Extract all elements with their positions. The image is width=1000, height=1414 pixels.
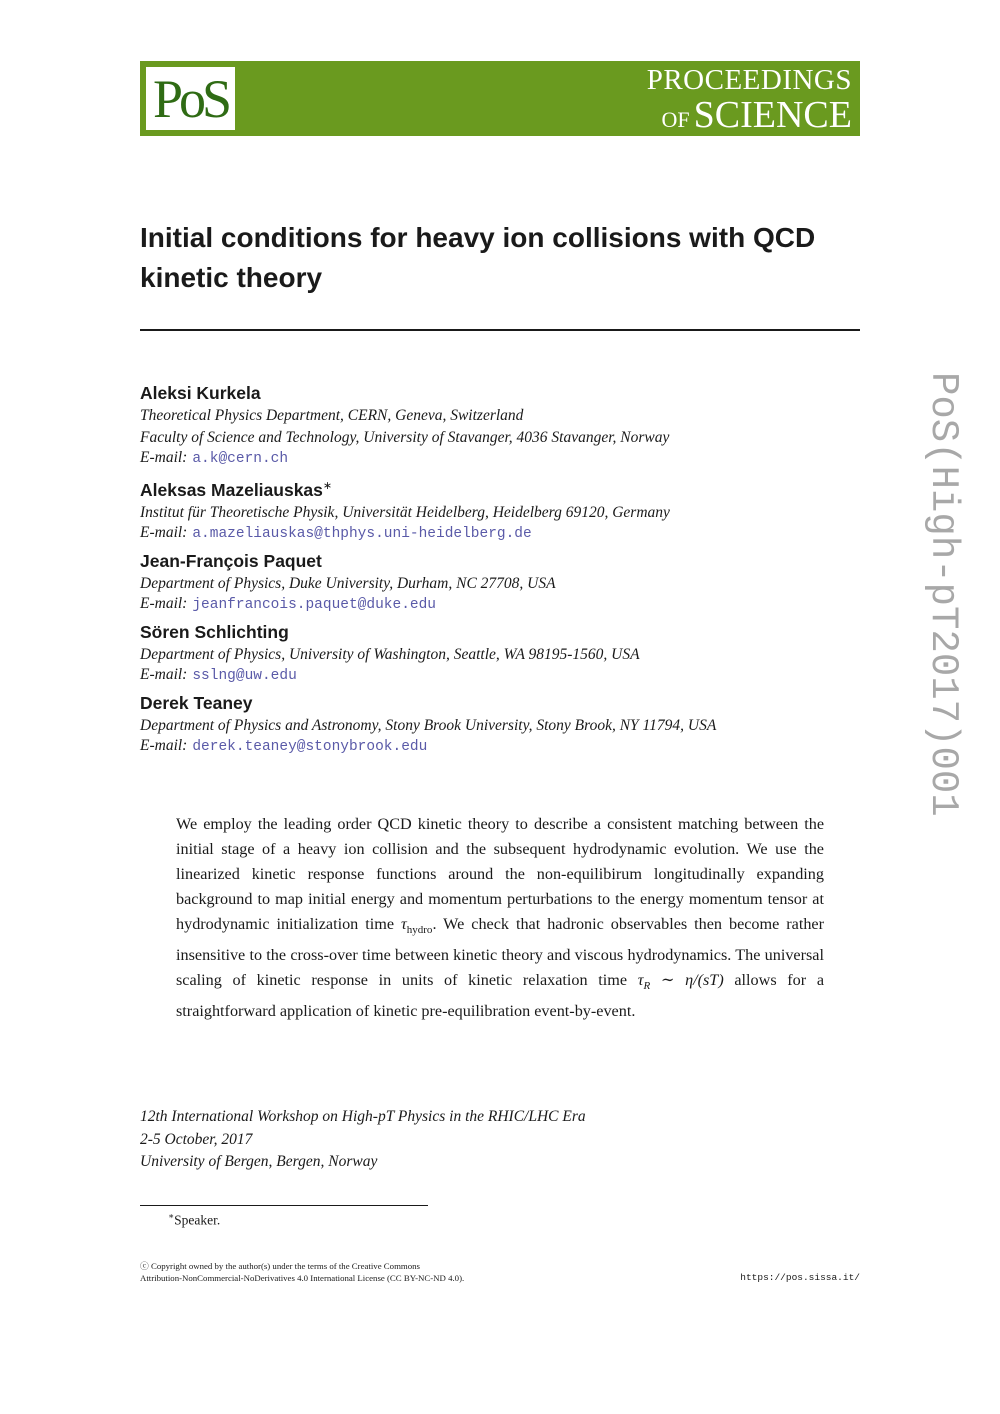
venue-location: University of Bergen, Bergen, Norway <box>140 1153 378 1170</box>
banner-line-science <box>647 96 852 139</box>
author-block <box>140 376 860 467</box>
pos-header-banner <box>140 61 860 136</box>
author-email-line <box>140 449 860 467</box>
author-email-line <box>140 595 860 613</box>
author-email-link[interactable]: jeanfrancois.paquet@duke.edu <box>192 596 436 613</box>
email-label: E-mail: <box>140 523 188 541</box>
author-block <box>140 549 860 613</box>
footnote-rule <box>140 1205 428 1206</box>
email-label: E-mail: <box>140 448 188 466</box>
author-affiliation: Department of Physics, University of Washington, Seattle, WA 98195-1560, USA <box>140 645 640 663</box>
banner-line-proceedings: PROCEEDINGS <box>646 64 852 96</box>
author-list <box>140 376 860 762</box>
author-email-link[interactable]: derek.teaney@stonybrook.edu <box>192 738 428 755</box>
author-name: Jean-François Paquet <box>140 550 322 571</box>
copyright-notice: ⓒ Copyright owned by the author(s) under the terms of the Creative Commons Attribution-NonCommercial-NoDerivatives 4.0 International License (CC BY-NC-ND 4.0). <box>140 1261 465 1283</box>
author-block <box>140 620 860 684</box>
speaker-marker: ∗ <box>322 479 333 492</box>
author-email-line <box>140 737 860 755</box>
author-affiliation: Theoretical Physics Department, CERN, Geneva, Switzerland <box>140 406 524 424</box>
author-affiliation: Institut für Theoretische Physik, Universität Heidelberg, Heidelberg 69120, Germany <box>140 503 670 521</box>
speaker-footnote: ∗Speaker. <box>168 1211 221 1228</box>
author-email-link[interactable]: a.k@cern.ch <box>192 450 289 467</box>
author-email-line <box>140 666 860 684</box>
pos-logo <box>146 67 235 130</box>
pos-site-link[interactable]: https://pos.sissa.it/ <box>740 1272 860 1283</box>
proceedings-of-science-title <box>647 65 852 139</box>
author-block <box>140 691 860 755</box>
author-email-link[interactable]: a.mazeliauskas@thphys.uni-heidelberg.de <box>192 525 532 542</box>
email-label: E-mail: <box>140 665 188 683</box>
tau-hydro-subscript: hydro <box>406 924 433 937</box>
banner-science-word: SCIENCE <box>693 94 852 136</box>
tau-r-symbol: τ <box>637 971 644 990</box>
relaxation-relation: ∼ η/(sT) <box>650 971 724 990</box>
email-label: E-mail: <box>140 736 188 754</box>
author-affiliation: Department of Physics, Duke University, Durham, NC 27708, USA <box>140 574 556 592</box>
paper-title: Initial conditions for heavy ion collisions with QCD kinetic theory <box>140 222 816 293</box>
conference-venue <box>140 1106 586 1174</box>
venue-date: 2-5 October, 2017 <box>140 1130 253 1148</box>
tau-r-subscript: R <box>643 980 651 993</box>
author-name: Derek Teaney <box>140 692 253 713</box>
author-email-link[interactable]: sslng@uw.edu <box>192 667 297 684</box>
title-rule <box>140 329 860 331</box>
author-affiliation: Department of Physics and Astronomy, Stony Brook University, Stony Brook, NY 11794, USA <box>140 716 717 734</box>
author-name: Aleksi Kurkela <box>140 382 261 403</box>
pos-logo-text: PoS <box>152 69 229 129</box>
pos-identifier-sidebar: PoS(High-pT2017)001 <box>921 372 965 817</box>
tau-hydro-symbol: τ <box>400 915 407 933</box>
venue-name: 12th International Workshop on High-pT Physics in the RHIC/LHC Era <box>140 1108 586 1125</box>
abstract: We employ the leading order QCD kinetic theory to describe a consistent matching between the initial stage of a heavy ion collision and the subsequent hydrodynamic evolution. We use the linearized kinetic response functions around the non-equilibirum longitudinally expanding background to map initial energy and momentum perturbations to the energy momentum tensor at hydrodynamic initialization time $\tau_{hydro}$. We check that hadronic observables then become rather insensitive to the cross-over time between kinetic theory and viscous hydrodynamics. The universal scaling of kinetic response in units of kinetic relaxation time $\tau_R$ ∼ η/(sT) allows for a straightforward application of kinetic pre-equilibration event-by-event. <box>176 815 825 1021</box>
author-email-line <box>140 524 860 542</box>
author-block <box>140 474 860 542</box>
author-name: Aleksas Mazeliauskas∗ <box>140 479 333 500</box>
banner-of: OF <box>661 107 690 132</box>
author-name: Sören Schlichting <box>140 621 289 642</box>
author-affiliation: Faculty of Science and Technology, University of Stavanger, 4036 Stavanger, Norway <box>140 428 670 446</box>
email-label: E-mail: <box>140 594 188 612</box>
